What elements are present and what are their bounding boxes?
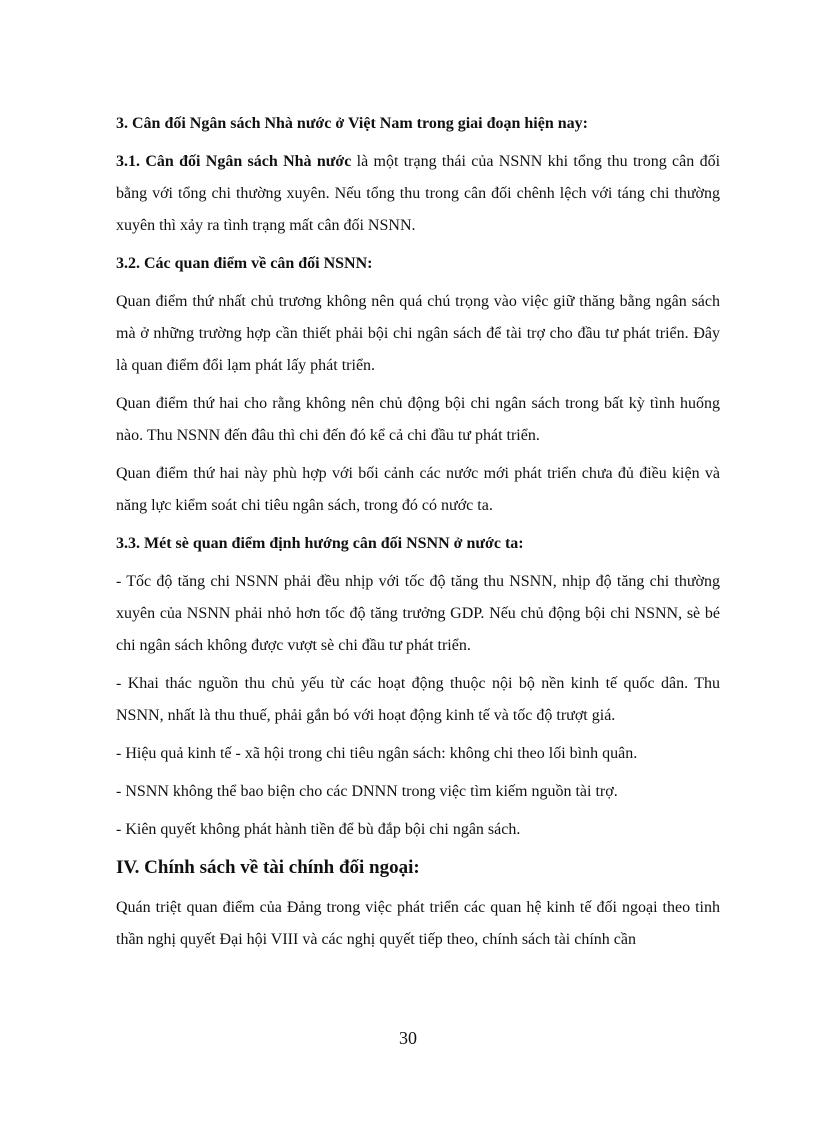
viewpoint-paragraph-2: Quan điểm thứ hai cho rằng không nên chủ động bội chi ngân sách trong bất kỳ tình huống nào. Thu NSNN đến đâu thì chi đến đó kể cả chi đầu tư phát triển.	[116, 395, 720, 444]
section-3-3-heading: 3.3. Mét sè quan điểm định hướng cân đối NSNN ở nước ta:	[116, 535, 524, 552]
orientation-item-3: - Hiệu quả kinh tế - xã hội trong chi tiêu ngân sách: không chi theo lối bình quân.	[116, 745, 638, 762]
section-3-1-paragraph	[116, 146, 720, 242]
section-4-heading: IV. Chính sách về tài chính đối ngoại:	[116, 857, 420, 878]
viewpoint-paragraph-1: Quan điểm thứ nhất chủ trương không nên quá chú trọng vào việc giữ thăng bằng ngân sách mà ở những trường hợp cần thiết phải bội chi ngân sách để tài trợ cho đầu tư phát triển. Đây là quan điểm đổi lạm phát lấy phát triển.	[116, 293, 720, 374]
section-3-1-lead: 3.1. Cân đối Ngân sách Nhà nước	[116, 153, 352, 170]
page-number: 30	[399, 1028, 417, 1048]
orientation-item-1: - Tốc độ tăng chi NSNN phải đều nhịp với tốc độ tăng thu NSNN, nhịp độ tăng chi thường xuyên của NSNN phải nhỏ hơn tốc độ tăng trưởng GDP. Nếu chủ động bội chi NSNN, sè bé chi ngân sách không được vượt sè chi đầu tư phát triển.	[116, 573, 720, 654]
section-3-2-heading: 3.2. Các quan điểm về cân đối NSNN:	[116, 255, 373, 272]
viewpoint-paragraph-3: Quan điểm thứ hai này phù hợp với bối cảnh các nước mới phát triển chưa đủ điều kiện và năng lực kiểm soát chi tiêu ngân sách, trong đó có nước ta.	[116, 465, 720, 514]
section-3-1-text: là một trạng thái của NSNN khi tổng thu trong cân đối bằng với tổng chi thường xuyên. Nếu tổng thu trong cân đối chênh lệch với táng chi thường xuyên thì xảy ra tình trạng mất cân đối NSNN.	[116, 153, 721, 234]
orientation-item-5: - Kiên quyết không phát hành tiền để bù đắp bội chi ngân sách.	[116, 821, 521, 838]
page-content	[116, 108, 720, 962]
section-4-paragraph: Quán triệt quan điểm của Đảng trong việc phát triển các quan hệ kinh tế đối ngoại theo tinh thần nghị quyết Đại hội VIII và các nghị quyết tiếp theo, chính sách tài chính cần	[116, 899, 720, 948]
orientation-item-2: - Khai thác nguồn thu chủ yếu từ các hoạt động thuộc nội bộ nền kinh tế quốc dân. Thu NSNN, nhất là thu thuế, phải gắn bó với hoạt động kinh tế và tốc độ trượt giá.	[116, 675, 720, 724]
section-3-heading: 3. Cân đối Ngân sách Nhà nước ở Việt Nam trong giai đoạn hiện nay:	[116, 115, 588, 132]
orientation-item-4: - NSNN không thể bao biện cho các DNNN trong việc tìm kiếm nguồn tài trợ.	[116, 783, 618, 800]
